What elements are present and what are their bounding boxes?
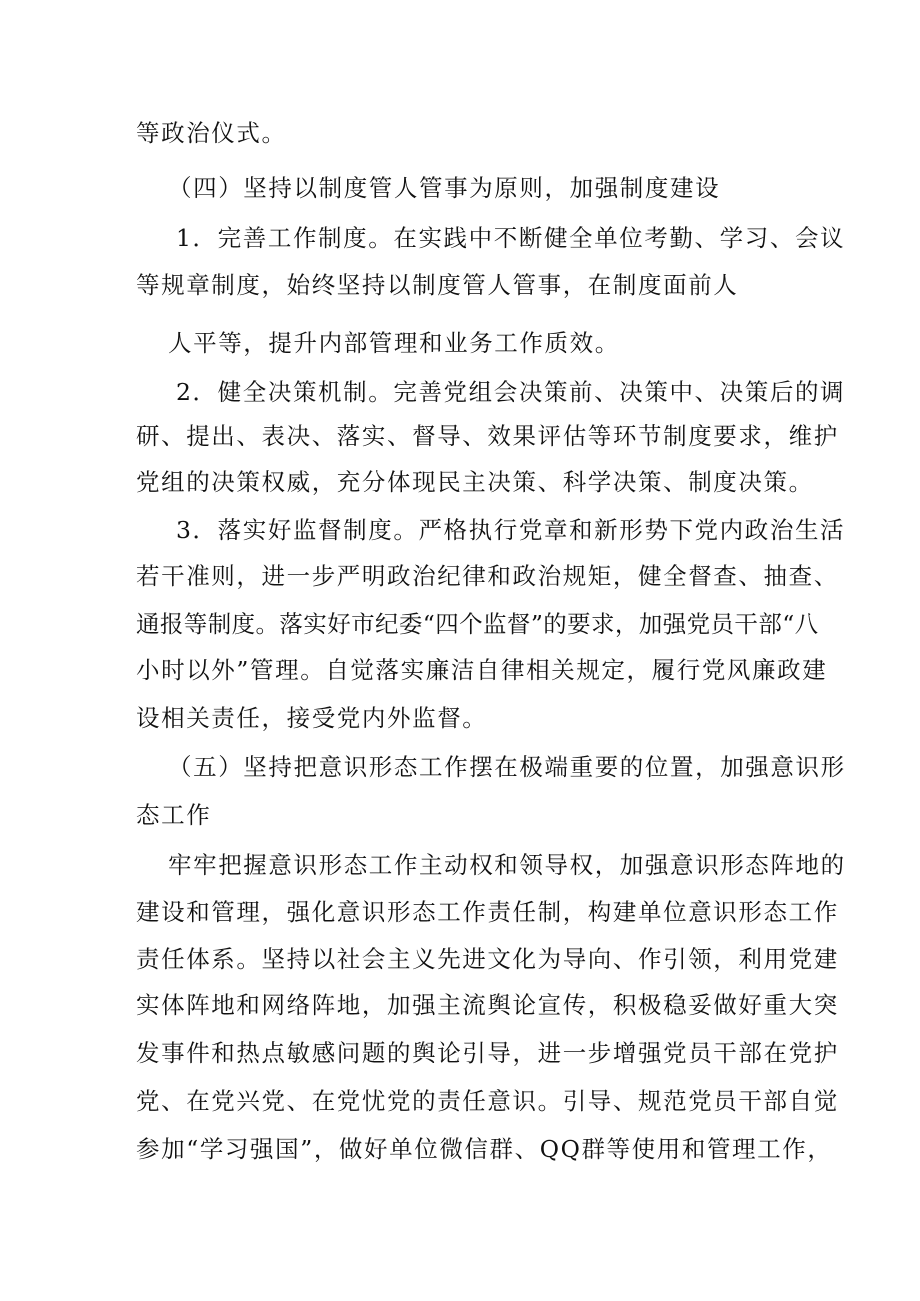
- text-line: 设相关责任，接受党内外监督。: [136, 704, 488, 732]
- text-line: 牢牢把握意识形态工作主动权和领导权，加强意识形态阵地的: [168, 851, 846, 879]
- text-line: 2．健全决策机制。完善党组会决策前、决策中、决策后的调: [176, 378, 846, 406]
- text-line: 通报等制度。落实好市纪委“四个监督”的要求，加强党员干部“八: [136, 610, 819, 638]
- text-line: 研、提出、表决、落实、督导、效果评估等环节制度要求，维护: [136, 422, 839, 450]
- text-line: 党组的决策权威，充分体现民主决策、科学决策、制度决策。: [136, 468, 814, 496]
- text-line: 等规章制度，始终坚持以制度管人管事，在制度面前人: [136, 271, 739, 299]
- text-line: 建设和管理，强化意识形态工作责任制，构建单位意识形态工作: [136, 898, 839, 926]
- text-line: 1．完善工作制度。在实践中不断健全单位考勤、学习、会议: [176, 224, 846, 252]
- text-line: 人平等，提升内部管理和业务工作质效。: [168, 329, 620, 357]
- text-line: 3．落实好监督制度。严格执行党章和新形势下党内政治生活: [176, 516, 846, 544]
- section-heading-continued: 态工作: [136, 801, 212, 829]
- text-line: 等政治仪式。: [136, 119, 287, 147]
- section-heading: （五）坚持把意识形态工作摆在极端重要的位置，加强意识形: [168, 753, 846, 781]
- text-line: 实体阵地和网络阵地，加强主流舆论宣传，积极稳妥做好重大突: [136, 991, 839, 1019]
- text-line: 发事件和热点敏感问题的舆论引导，进一步增强党员干部在党护: [136, 1039, 839, 1067]
- text-line: 小时以外”管理。自觉落实廉洁自律相关规定，履行党风廉政建: [136, 656, 828, 684]
- text-line: 若干准则，进一步严明政治纪律和政治规矩，健全督查、抽查、: [136, 562, 839, 590]
- text-line: 党、在党兴党、在党忧党的责任意识。引导、规范党员干部自觉: [136, 1087, 839, 1115]
- section-heading: （四）坚持以制度管人管事为原则，加强制度建设: [168, 174, 721, 202]
- text-line: 责任体系。坚持以社会主义先进文化为导向、作引领，利用党建: [136, 945, 839, 973]
- text-line: 参加“学习强国”，做好单位微信群、QQ群等使用和管理工作，: [136, 1135, 833, 1163]
